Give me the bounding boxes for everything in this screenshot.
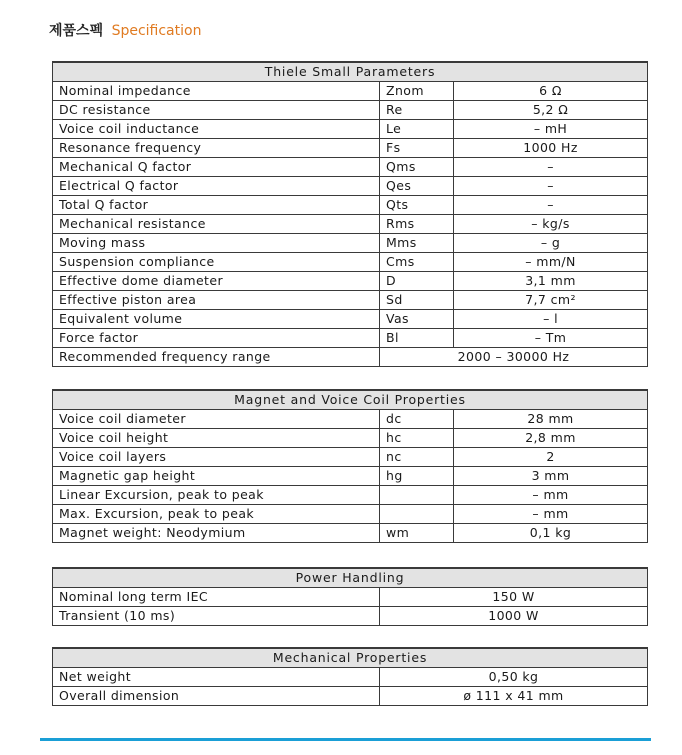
param-symbol: dc bbox=[380, 410, 454, 429]
mechanical-table bbox=[52, 647, 648, 706]
table-row bbox=[53, 668, 648, 687]
param-label: Nominal long term IEC bbox=[53, 588, 380, 607]
table-row bbox=[53, 329, 648, 348]
param-label: Effective piston area bbox=[53, 291, 380, 310]
param-label: DC resistance bbox=[53, 101, 380, 120]
table-row bbox=[53, 448, 648, 467]
magnet-voice-coil-rows bbox=[53, 410, 648, 543]
param-value: 28 mm bbox=[454, 410, 648, 429]
table-row bbox=[53, 101, 648, 120]
param-label: Magnet weight: Neodymium bbox=[53, 524, 380, 543]
param-label: Moving mass bbox=[53, 234, 380, 253]
param-value: 2000 – 30000 Hz bbox=[380, 348, 648, 367]
param-value: 0,50 kg bbox=[380, 668, 648, 687]
thiele-small-title: Thiele Small Parameters bbox=[53, 62, 648, 82]
param-label: Force factor bbox=[53, 329, 380, 348]
table-row bbox=[53, 215, 648, 234]
mechanical-rows bbox=[53, 668, 648, 706]
param-label: Transient (10 ms) bbox=[53, 607, 380, 626]
param-label: Mechanical Q factor bbox=[53, 158, 380, 177]
param-label: Electrical Q factor bbox=[53, 177, 380, 196]
table-row bbox=[53, 486, 648, 505]
param-value: – g bbox=[454, 234, 648, 253]
param-symbol: hg bbox=[380, 467, 454, 486]
table-row bbox=[53, 120, 648, 139]
magnet-voice-coil-table bbox=[52, 389, 648, 543]
param-label: Nominal impedance bbox=[53, 82, 380, 101]
power-handling-table bbox=[52, 567, 648, 626]
table-row bbox=[53, 291, 648, 310]
param-value: 2 bbox=[454, 448, 648, 467]
param-value: – bbox=[454, 177, 648, 196]
table-row bbox=[53, 139, 648, 158]
page-heading bbox=[49, 21, 201, 41]
heading-korean: 제품스펙 bbox=[49, 23, 104, 39]
param-value: ø 111 x 41 mm bbox=[380, 687, 648, 706]
table-row bbox=[53, 196, 648, 215]
param-label: Max. Excursion, peak to peak bbox=[53, 505, 380, 524]
table-row bbox=[53, 348, 648, 367]
param-symbol: D bbox=[380, 272, 454, 291]
mechanical-title: Mechanical Properties bbox=[53, 648, 648, 668]
param-symbol: hc bbox=[380, 429, 454, 448]
param-symbol: nc bbox=[380, 448, 454, 467]
param-symbol: Qes bbox=[380, 177, 454, 196]
param-value: 1000 W bbox=[380, 607, 648, 626]
param-label: Recommended frequency range bbox=[53, 348, 380, 367]
param-label: Suspension compliance bbox=[53, 253, 380, 272]
param-label: Equivalent volume bbox=[53, 310, 380, 329]
param-label: Resonance frequency bbox=[53, 139, 380, 158]
param-value: 6 Ω bbox=[454, 82, 648, 101]
param-symbol: wm bbox=[380, 524, 454, 543]
param-value: – mm bbox=[454, 486, 648, 505]
param-value: – l bbox=[454, 310, 648, 329]
table-row bbox=[53, 177, 648, 196]
table-row bbox=[53, 524, 648, 543]
param-value: – bbox=[454, 158, 648, 177]
table-row bbox=[53, 588, 648, 607]
table-row bbox=[53, 505, 648, 524]
param-value: 3,1 mm bbox=[454, 272, 648, 291]
table-row bbox=[53, 607, 648, 626]
param-value: – mm/N bbox=[454, 253, 648, 272]
param-value: – mH bbox=[454, 120, 648, 139]
param-symbol: Sd bbox=[380, 291, 454, 310]
param-value: 3 mm bbox=[454, 467, 648, 486]
table-row bbox=[53, 429, 648, 448]
table-row bbox=[53, 687, 648, 706]
param-symbol: Rms bbox=[380, 215, 454, 234]
param-symbol: Qms bbox=[380, 158, 454, 177]
param-label: Mechanical resistance bbox=[53, 215, 380, 234]
param-value: – bbox=[454, 196, 648, 215]
param-label: Linear Excursion, peak to peak bbox=[53, 486, 380, 505]
magnet-voice-coil-title: Magnet and Voice Coil Properties bbox=[53, 390, 648, 410]
param-label: Total Q factor bbox=[53, 196, 380, 215]
param-label: Effective dome diameter bbox=[53, 272, 380, 291]
heading-english: Specification bbox=[111, 23, 202, 39]
table-row bbox=[53, 82, 648, 101]
table-row bbox=[53, 410, 648, 429]
param-symbol: Le bbox=[380, 120, 454, 139]
param-symbol bbox=[380, 505, 454, 524]
bottom-divider bbox=[40, 738, 651, 741]
param-symbol: Znom bbox=[380, 82, 454, 101]
param-label: Voice coil layers bbox=[53, 448, 380, 467]
table-row bbox=[53, 253, 648, 272]
param-symbol: Vas bbox=[380, 310, 454, 329]
param-value: 7,7 cm² bbox=[454, 291, 648, 310]
table-row bbox=[53, 158, 648, 177]
param-label: Voice coil height bbox=[53, 429, 380, 448]
param-label: Voice coil inductance bbox=[53, 120, 380, 139]
power-handling-rows bbox=[53, 588, 648, 626]
thiele-small-table bbox=[52, 61, 648, 367]
param-label: Magnetic gap height bbox=[53, 467, 380, 486]
param-value: – Tm bbox=[454, 329, 648, 348]
table-row bbox=[53, 234, 648, 253]
table-row bbox=[53, 310, 648, 329]
power-handling-title: Power Handling bbox=[53, 568, 648, 588]
table-row bbox=[53, 467, 648, 486]
param-value: 2,8 mm bbox=[454, 429, 648, 448]
param-value: 0,1 kg bbox=[454, 524, 648, 543]
param-symbol: Bl bbox=[380, 329, 454, 348]
param-symbol: Mms bbox=[380, 234, 454, 253]
param-value: – mm bbox=[454, 505, 648, 524]
param-symbol: Re bbox=[380, 101, 454, 120]
param-value: 150 W bbox=[380, 588, 648, 607]
param-symbol: Qts bbox=[380, 196, 454, 215]
param-symbol: Cms bbox=[380, 253, 454, 272]
param-value: 1000 Hz bbox=[454, 139, 648, 158]
param-value: 5,2 Ω bbox=[454, 101, 648, 120]
param-symbol bbox=[380, 486, 454, 505]
param-label: Voice coil diameter bbox=[53, 410, 380, 429]
param-label: Overall dimension bbox=[53, 687, 380, 706]
param-value: – kg/s bbox=[454, 215, 648, 234]
param-label: Net weight bbox=[53, 668, 380, 687]
thiele-small-rows bbox=[53, 82, 648, 367]
param-symbol: Fs bbox=[380, 139, 454, 158]
table-row bbox=[53, 272, 648, 291]
